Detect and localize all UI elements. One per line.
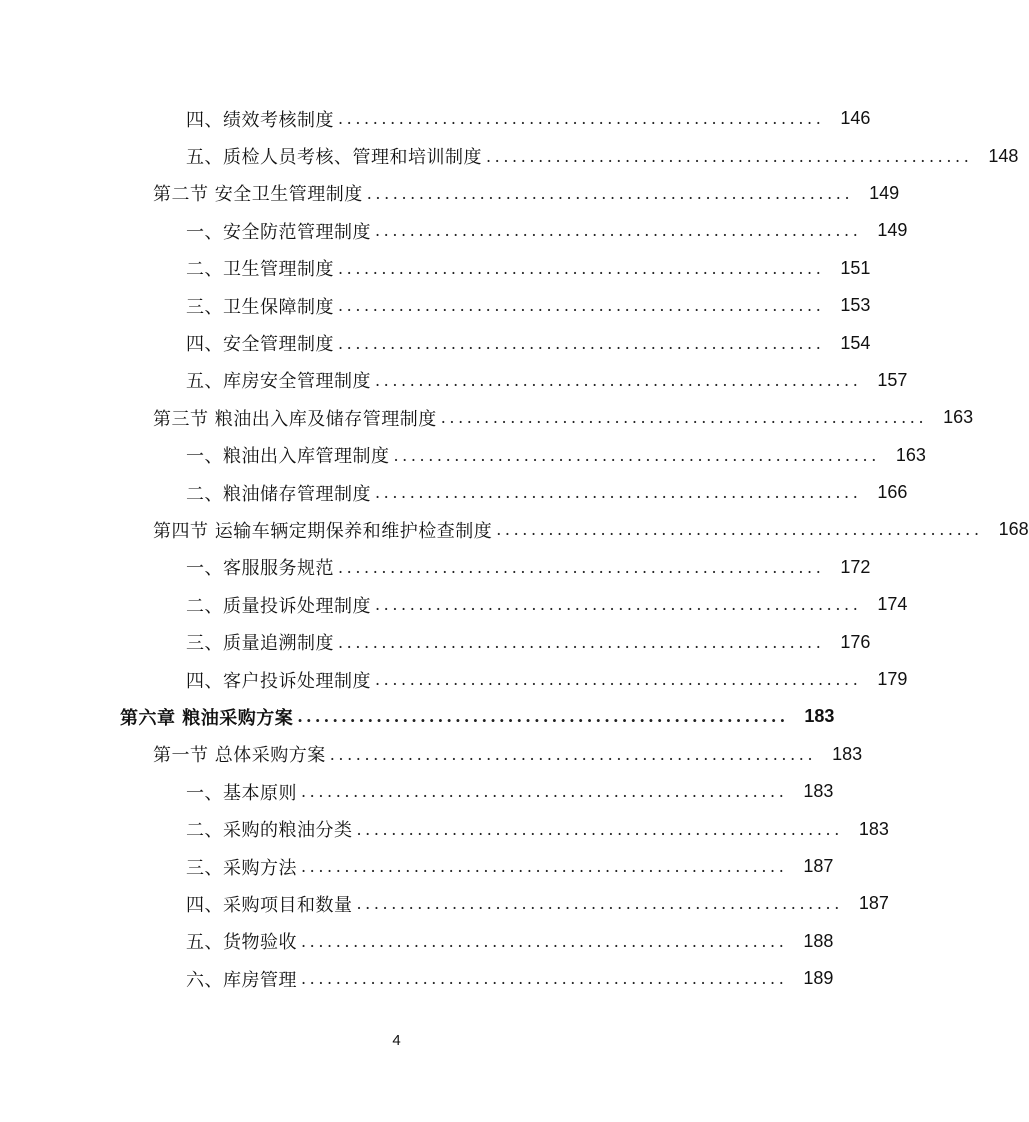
toc-entry-title: 四、客户投诉处理制度	[186, 670, 371, 692]
toc-entry-page: 189	[803, 968, 834, 989]
toc-entry-page: 187	[858, 893, 889, 914]
toc-dot-leader: ........................................................	[301, 857, 788, 876]
toc-dot-leader: ........................................................	[338, 632, 825, 652]
toc-entry-title: 三、质量追溯制度	[186, 633, 334, 655]
toc-entry-title: 二、采购的粮油分类	[186, 820, 353, 842]
toc-entry-title: 二、卫生管理制度	[186, 259, 334, 281]
toc-entry-title: 第二节 安全卫生管理制度	[153, 184, 363, 206]
toc-entry-item[interactable]	[0, 250, 871, 287]
toc-entry-title: 一、基本原则	[186, 782, 297, 804]
toc-dot-leader: ........................................................	[329, 744, 817, 764]
toc-entry-item[interactable]	[0, 923, 834, 960]
toc-entry-page: 163	[895, 444, 926, 465]
toc-entry-page: 149	[877, 220, 908, 241]
toc-entry-item[interactable]	[0, 137, 1019, 174]
toc-dot-leader: ........................................................	[440, 408, 928, 428]
toc-dot-leader: ........................................................	[496, 520, 983, 540]
toc-entry-page: 183	[804, 706, 835, 727]
toc-entry-page: 148	[988, 145, 1019, 166]
toc-entry-section[interactable]	[0, 736, 863, 773]
toc-entry-page: 146	[840, 108, 871, 129]
toc-dot-leader: ........................................................	[375, 595, 862, 615]
toc-entry-item[interactable]	[0, 362, 908, 399]
toc-entry-title: 第六章 粮油采购方案	[120, 707, 294, 729]
toc-dot-leader: ........................................................	[375, 670, 862, 690]
toc-dot-leader: ........................................................	[301, 782, 788, 802]
toc-dot-leader: ........................................................	[356, 819, 843, 839]
toc-entry-title: 二、质量投诉处理制度	[186, 595, 371, 617]
toc-entry-item[interactable]	[0, 100, 871, 137]
toc-dot-leader: ........................................................	[338, 109, 825, 129]
toc-entry-title: 六、库房管理	[186, 969, 297, 991]
toc-entry-title: 第三节 粮油出入库及储存管理制度	[153, 408, 437, 430]
toc-entry-title: 四、绩效考核制度	[186, 109, 334, 131]
toc-entry-item[interactable]	[0, 848, 834, 885]
toc-entry-title: 四、采购项目和数量	[186, 894, 353, 916]
toc-entry-item[interactable]	[0, 474, 908, 511]
toc-entry-item[interactable]	[0, 549, 871, 586]
toc-entry-chapter[interactable]	[0, 698, 835, 735]
toc-entry-page: 176	[840, 631, 871, 652]
toc-entry-page: 166	[877, 482, 908, 503]
toc-entry-page: 151	[840, 257, 871, 278]
toc-dot-leader: ........................................................	[393, 445, 880, 465]
toc-entry-item[interactable]	[0, 437, 926, 474]
toc-dot-leader: ........................................................	[301, 931, 788, 951]
toc-entry-title: 一、客服服务规范	[186, 558, 334, 580]
toc-dot-leader: ........................................................	[366, 183, 854, 203]
toc-entry-item[interactable]	[0, 586, 908, 623]
toc-entry-title: 三、采购方法	[186, 857, 297, 879]
toc-entry-title: 四、安全管理制度	[186, 334, 334, 356]
toc-entry-page: 188	[803, 930, 834, 951]
toc-entry-title: 第四节 运输车辆定期保养和维护检查制度	[153, 520, 493, 542]
toc-entry-section[interactable]	[0, 399, 974, 436]
toc-dot-leader: ........................................................	[338, 296, 825, 316]
toc-entry-title: 三、卫生保障制度	[186, 296, 334, 318]
toc-entry-page: 183	[803, 781, 834, 802]
toc-entry-page: 163	[943, 407, 974, 428]
toc-entry-page: 187	[803, 856, 834, 876]
toc-entry-page: 168	[998, 519, 1029, 540]
toc-entry-section[interactable]	[0, 175, 900, 212]
toc-entry-item[interactable]	[0, 623, 871, 660]
toc-entry-page: 153	[840, 295, 871, 316]
table-of-contents	[0, 100, 1029, 997]
toc-entry-page: 157	[877, 369, 908, 390]
toc-entry-item[interactable]	[0, 287, 871, 324]
toc-dot-leader: ........................................................	[338, 333, 825, 353]
toc-entry-item[interactable]	[0, 885, 889, 922]
toc-entry-title: 五、质检人员考核、管理和培训制度	[186, 147, 482, 169]
toc-dot-leader: ........................................................	[297, 707, 789, 727]
toc-entry-item[interactable]	[0, 324, 871, 361]
toc-entry-item[interactable]	[0, 960, 834, 997]
toc-dot-leader: ........................................................	[375, 221, 862, 241]
toc-entry-title: 一、安全防范管理制度	[186, 221, 371, 243]
toc-entry-title: 五、货物验收	[186, 932, 297, 954]
toc-entry-item[interactable]	[0, 773, 834, 810]
toc-entry-item[interactable]	[0, 212, 908, 249]
toc-entry-title: 第一节 总体采购方案	[153, 745, 326, 767]
toc-entry-page: 174	[877, 594, 908, 615]
toc-entry-page: 183	[858, 818, 889, 839]
toc-dot-leader: ........................................................	[338, 258, 825, 278]
toc-entry-page: 179	[877, 669, 908, 690]
toc-entry-page: 154	[840, 332, 871, 353]
toc-dot-leader: ........................................................	[338, 557, 825, 577]
toc-entry-page: 183	[832, 743, 863, 764]
toc-entry-item[interactable]	[0, 810, 889, 847]
toc-dot-leader: ........................................................	[486, 146, 973, 166]
toc-entry-title: 五、库房安全管理制度	[186, 371, 371, 393]
toc-dot-leader: ........................................................	[375, 483, 862, 503]
toc-entry-title: 二、粮油储存管理制度	[186, 483, 371, 505]
toc-dot-leader: ........................................................	[375, 370, 862, 390]
toc-entry-section[interactable]	[0, 511, 1029, 548]
toc-entry-page: 149	[869, 182, 900, 203]
toc-entry-item[interactable]	[0, 661, 908, 698]
toc-dot-leader: ........................................................	[301, 969, 788, 989]
toc-entry-page: 172	[840, 556, 871, 577]
toc-dot-leader: ........................................................	[356, 894, 843, 914]
page-number: 4	[392, 1032, 401, 1049]
toc-entry-title: 一、粮油出入库管理制度	[186, 446, 390, 468]
